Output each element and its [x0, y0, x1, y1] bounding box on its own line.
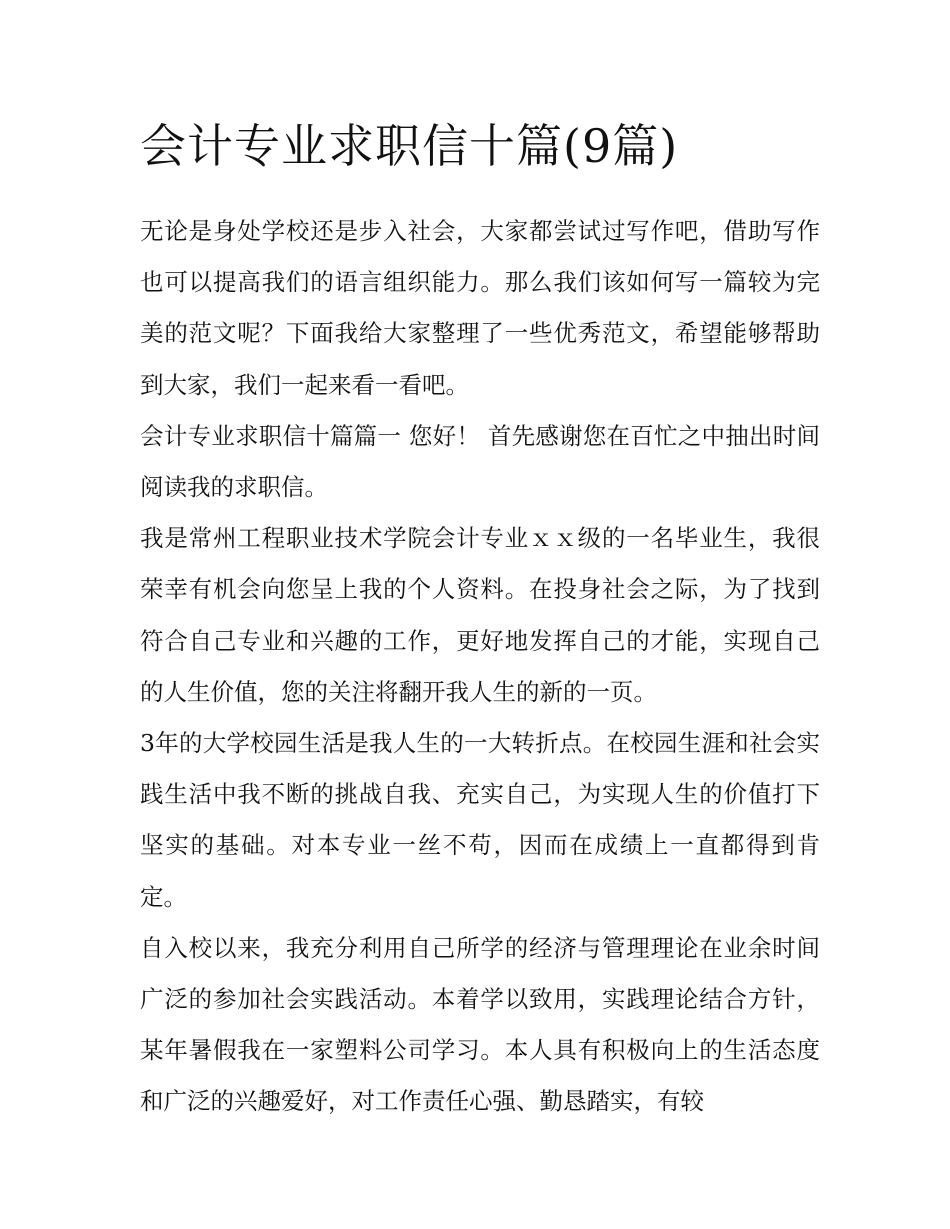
paragraph-greeting: 会计专业求职信十篇篇一 您好！ 首先感谢您在百忙之中抽出时间阅读我的求职信。	[140, 421, 820, 502]
paragraph-practice-experience: 自入校以来，我充分利用自己所学的经济与管理理论在业余时间广泛的参加社会实践活动。本着学以致用，实践理论结合方针，某年暑假我在一家塑料公司学习。本人具有积极向上的生活态度和广泛的兴趣爱好，对工作责任心强、勤恳踏实，有较	[140, 933, 820, 1116]
document-body	[140, 112, 820, 1128]
document-title: 会计专业求职信十篇(9篇)	[140, 119, 679, 173]
paragraph-intro: 无论是身处学校还是步入社会，大家都尝试过写作吧，借助写作也可以提高我们的语言组织能力。那么我们该如何写一篇较为完美的范文呢？下面我给大家整理了一些优秀范文，希望能够帮助到大家，我们一起来看一看吧。	[140, 217, 820, 399]
paragraph-college-life: 3年的大学校园生活是我人生的一大转折点。在校园生涯和社会实践生活中我不断的挑战自我、充实自己，为实现人生的价值打下坚实的基础。对本专业一丝不苟，因而在成绩上一直都得到肯定。	[140, 729, 820, 911]
paragraph-self-introduction: 我是常州工程职业技术学院会计专业ｘｘ级的一名毕业生，我很荣幸有机会向您呈上我的个人资料。在投身社会之际，为了找到符合自己专业和兴趣的工作，更好地发挥自己的才能，实现自己的人生价值，您的关注将翻开我人生的新的一页。	[140, 524, 820, 706]
